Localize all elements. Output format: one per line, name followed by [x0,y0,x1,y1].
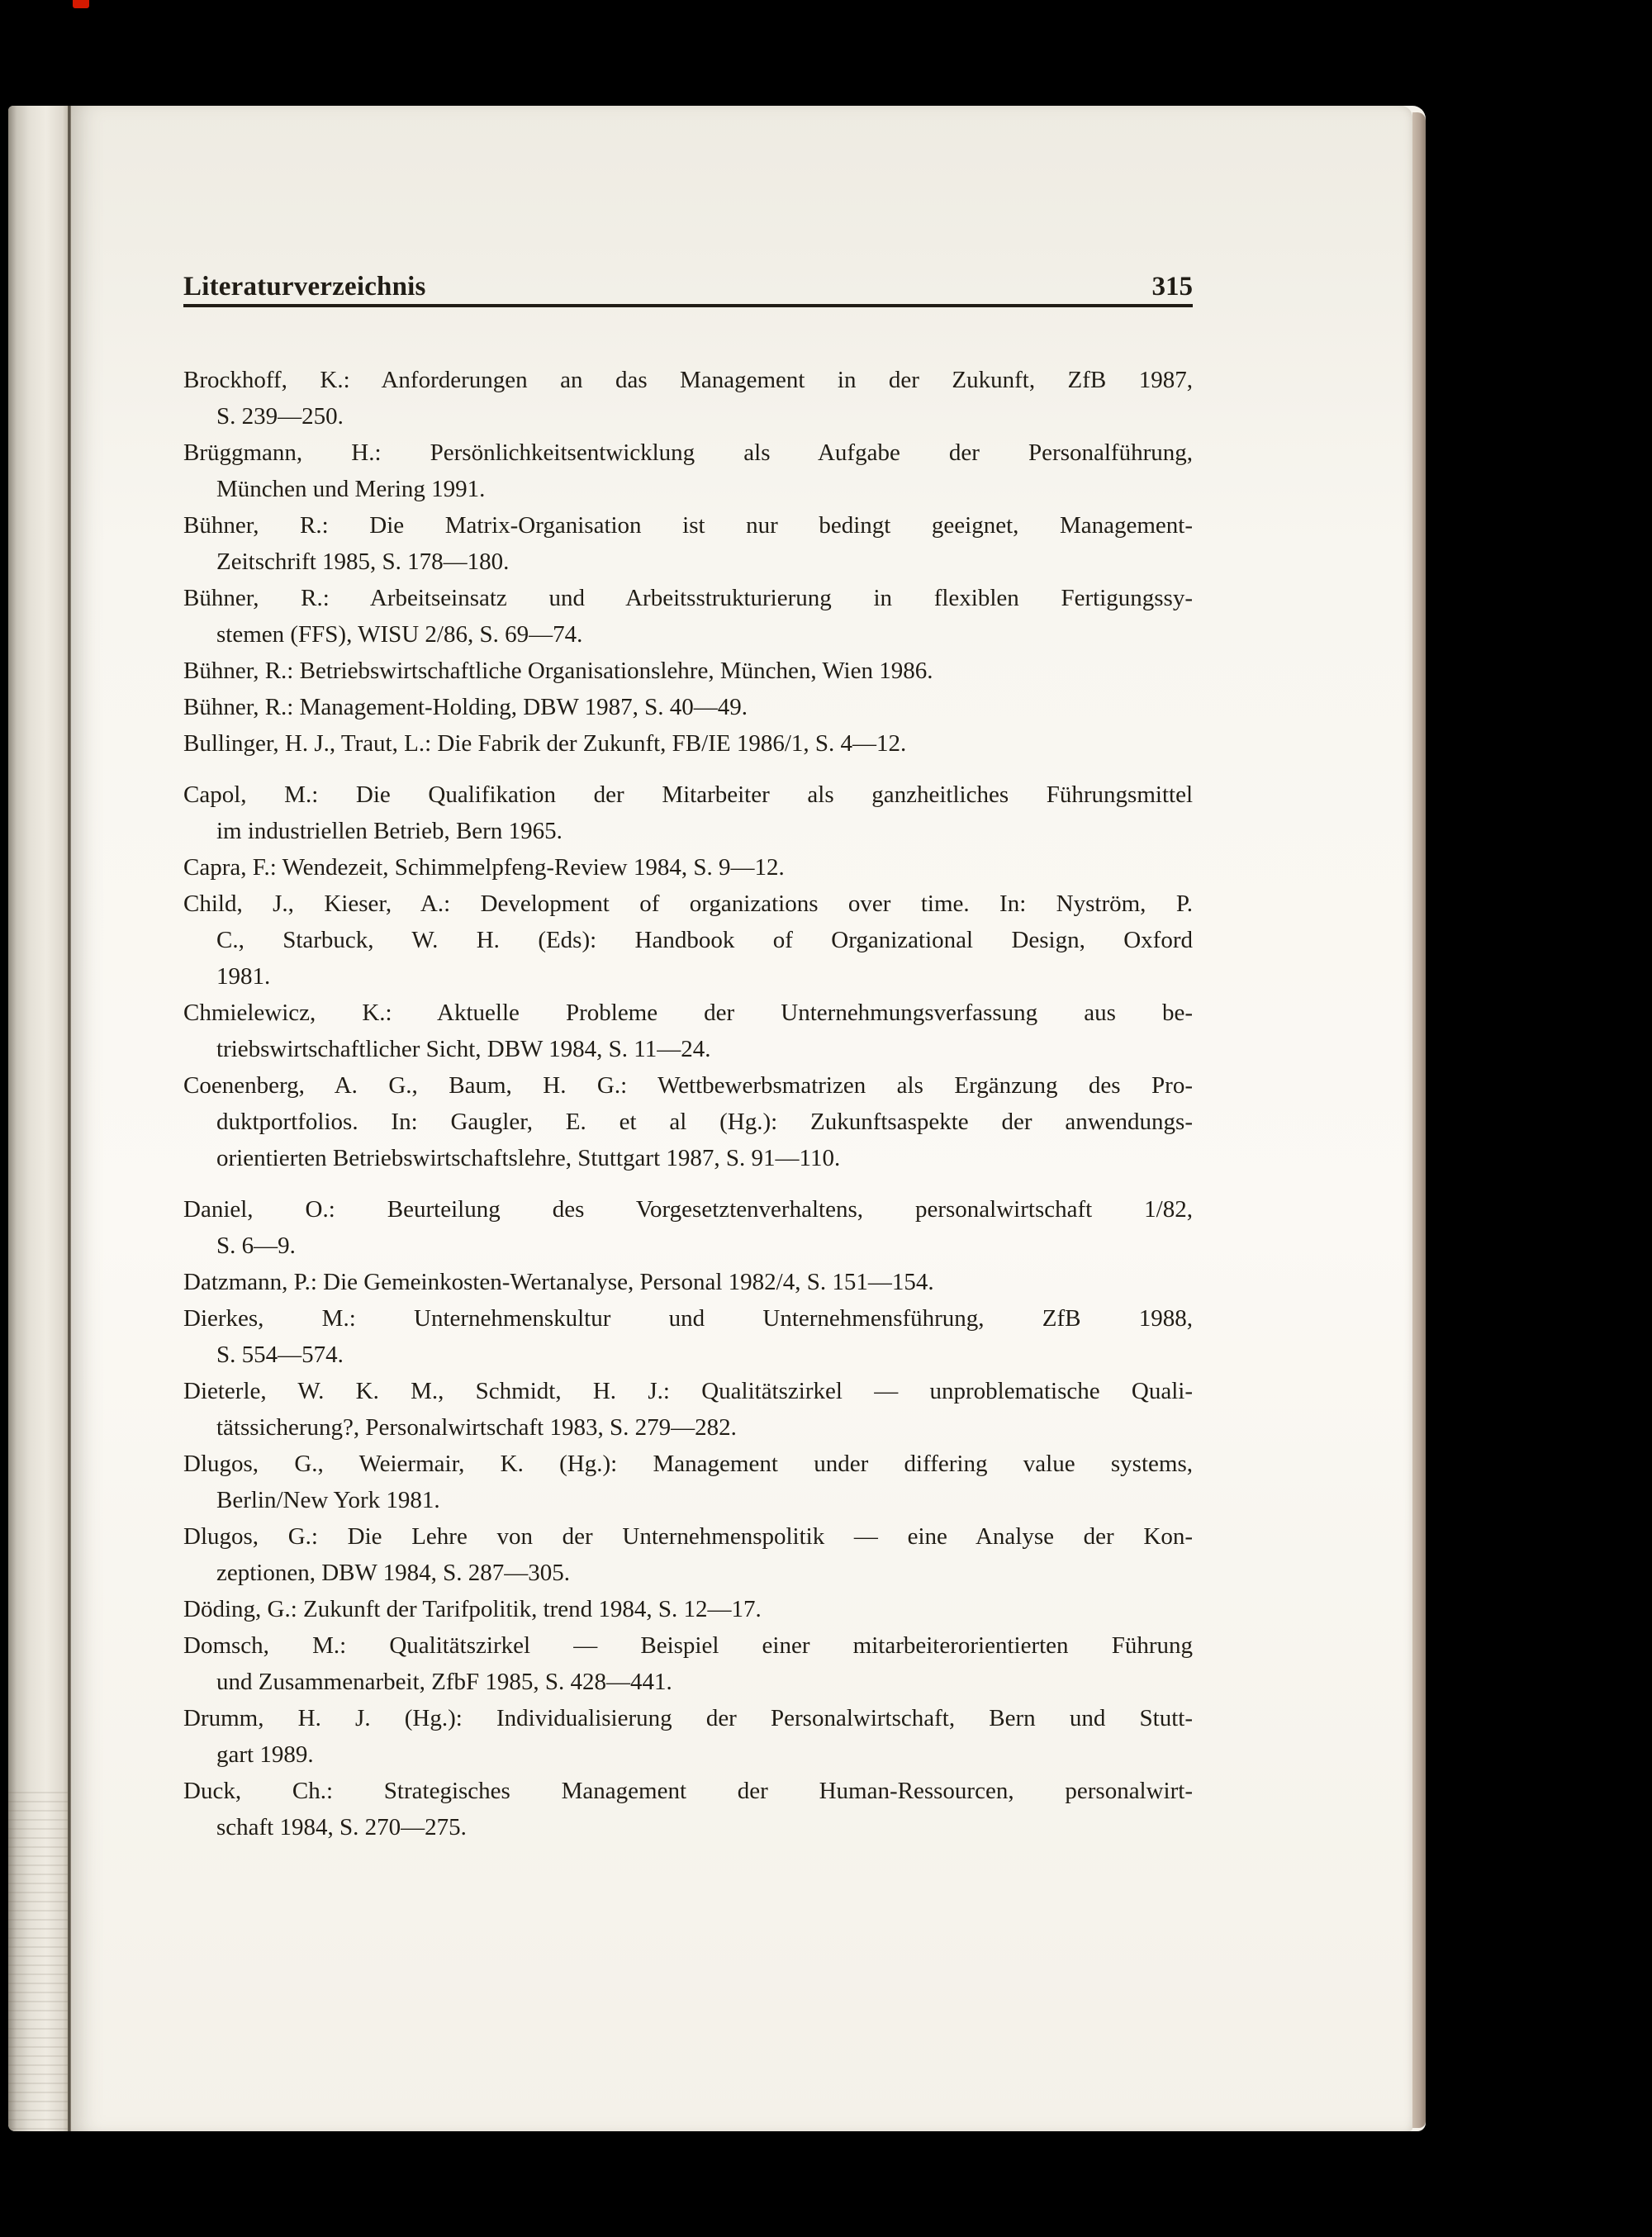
left-page-edge-stack [8,106,68,2131]
bibliography-entry: Duck, Ch.: Strategisches Management der Human-Ressourcen, personalwirt- schaft 1984, S. 270—275. [183,1778,1193,1840]
bibliography-entry: Chmielewicz, K.: Aktuelle Probleme der Unternehmungsverfassung aus be- triebswirtschaftlicher Sicht, DBW 1984, S. 11—24. [183,1000,1193,1062]
bibliography-entry: Drumm, H. J. (Hg.): Individualisierung der Personalwirtschaft, Bern und Stutt- gart 1989. [183,1705,1193,1768]
bibliography-entry: Döding, G.: Zukunft der Tarifpolitik, trend 1984, S. 12—17. [183,1596,762,1622]
bibliography-entry: Domsch, M.: Qualitätszirkel — Beispiel einer mitarbeiterorientierten Führung und Zusammenarbeit, ZfbF 1985, S. 428—441. [183,1632,1193,1695]
bibliography-entry: Bullinger, H. J., Traut, L.: Die Fabrik der Zukunft, FB/IE 1986/1, S. 4—12. [183,730,907,757]
bibliography-entry: Dlugos, G.: Die Lehre von der Unternehmenspolitik — eine Analyse der Kon- zeptionen, DBW 1984, S. 287—305. [183,1523,1193,1586]
page-title: Literaturverzeichnis [183,272,426,302]
bibliography-entry: Daniel, O.: Beurteilung des Vorgesetztenverhaltens, personalwirtschaft 1/82, S. 6—9. [183,1196,1193,1259]
page-number: 315 [1151,272,1193,302]
bibliography-entry: Capra, F.: Wendezeit, Schimmelpfeng-Review 1984, S. 9—12. [183,854,785,881]
bibliography-entry: Bühner, R.: Management-Holding, DBW 1987, S. 40—49. [183,694,748,720]
bibliography-entry: Dierkes, M.: Unternehmenskultur und Unternehmensführung, ZfB 1988, S. 554—574. [183,1305,1193,1368]
running-header [183,271,1193,302]
page-content [183,271,1193,1845]
bibliography-entry: Brüggmann, H.: Persönlichkeitsentwicklung als Aufgabe der Personalführung, München und Mering 1991. [183,439,1193,502]
bibliography-entry: Capol, M.: Die Qualifikation der Mitarbeiter als ganzheitliches Führungsmittel im industriellen Betrieb, Bern 1965. [183,781,1193,844]
right-fore-edge [1412,112,1426,2128]
bibliography-list [183,362,1193,1845]
scan-corner-mark [73,0,89,8]
bibliography-entry: Coenenberg, A. G., Baum, H. G.: Wettbewerbsmatrizen als Ergänzung des Pro- duktportfolios. In: Gaugler, E. et al (Hg.): Zukunftsaspekte der anwendungs- orientierten Betriebswirtschaftslehre, Stuttgart 1987, S. 91—110. [183,1072,1193,1171]
header-rule [183,304,1193,307]
bibliography-entry: Brockhoff, K.: Anforderungen an das Management in der Zukunft, ZfB 1987, S. 239—250. [183,367,1193,430]
bibliography-entry: Datzmann, P.: Die Gemeinkosten-Wertanalyse, Personal 1982/4, S. 151—154. [183,1269,934,1295]
bibliography-entry: Dieterle, W. K. M., Schmidt, H. J.: Qualitätszirkel — unproblematische Quali- tätssicherung?, Personalwirtschaft 1983, S. 279—282. [183,1378,1193,1441]
bibliography-entry: Bühner, R.: Die Matrix-Organisation ist nur bedingt geeignet, Management- Zeitschrift 1985, S. 178—180. [183,512,1193,575]
bibliography-entry: Bühner, R.: Betriebswirtschaftliche Organisationslehre, München, Wien 1986. [183,658,933,684]
page-edge-streaks [8,1784,68,2131]
bibliography-entry: Child, J., Kieser, A.: Development of organizations over time. In: Nyström, P. C., Starbuck, W. H. (Eds): Handbook of Organizational Design, Oxford 1981. [183,891,1193,990]
bibliography-entry: Bühner, R.: Arbeitseinsatz und Arbeitsstrukturierung in flexiblen Fertigungssy- stemen (FFS), WISU 2/86, S. 69—74. [183,585,1193,648]
bibliography-entry: Dlugos, G., Weiermair, K. (Hg.): Management under differing value systems, Berlin/New York 1981. [183,1451,1193,1513]
